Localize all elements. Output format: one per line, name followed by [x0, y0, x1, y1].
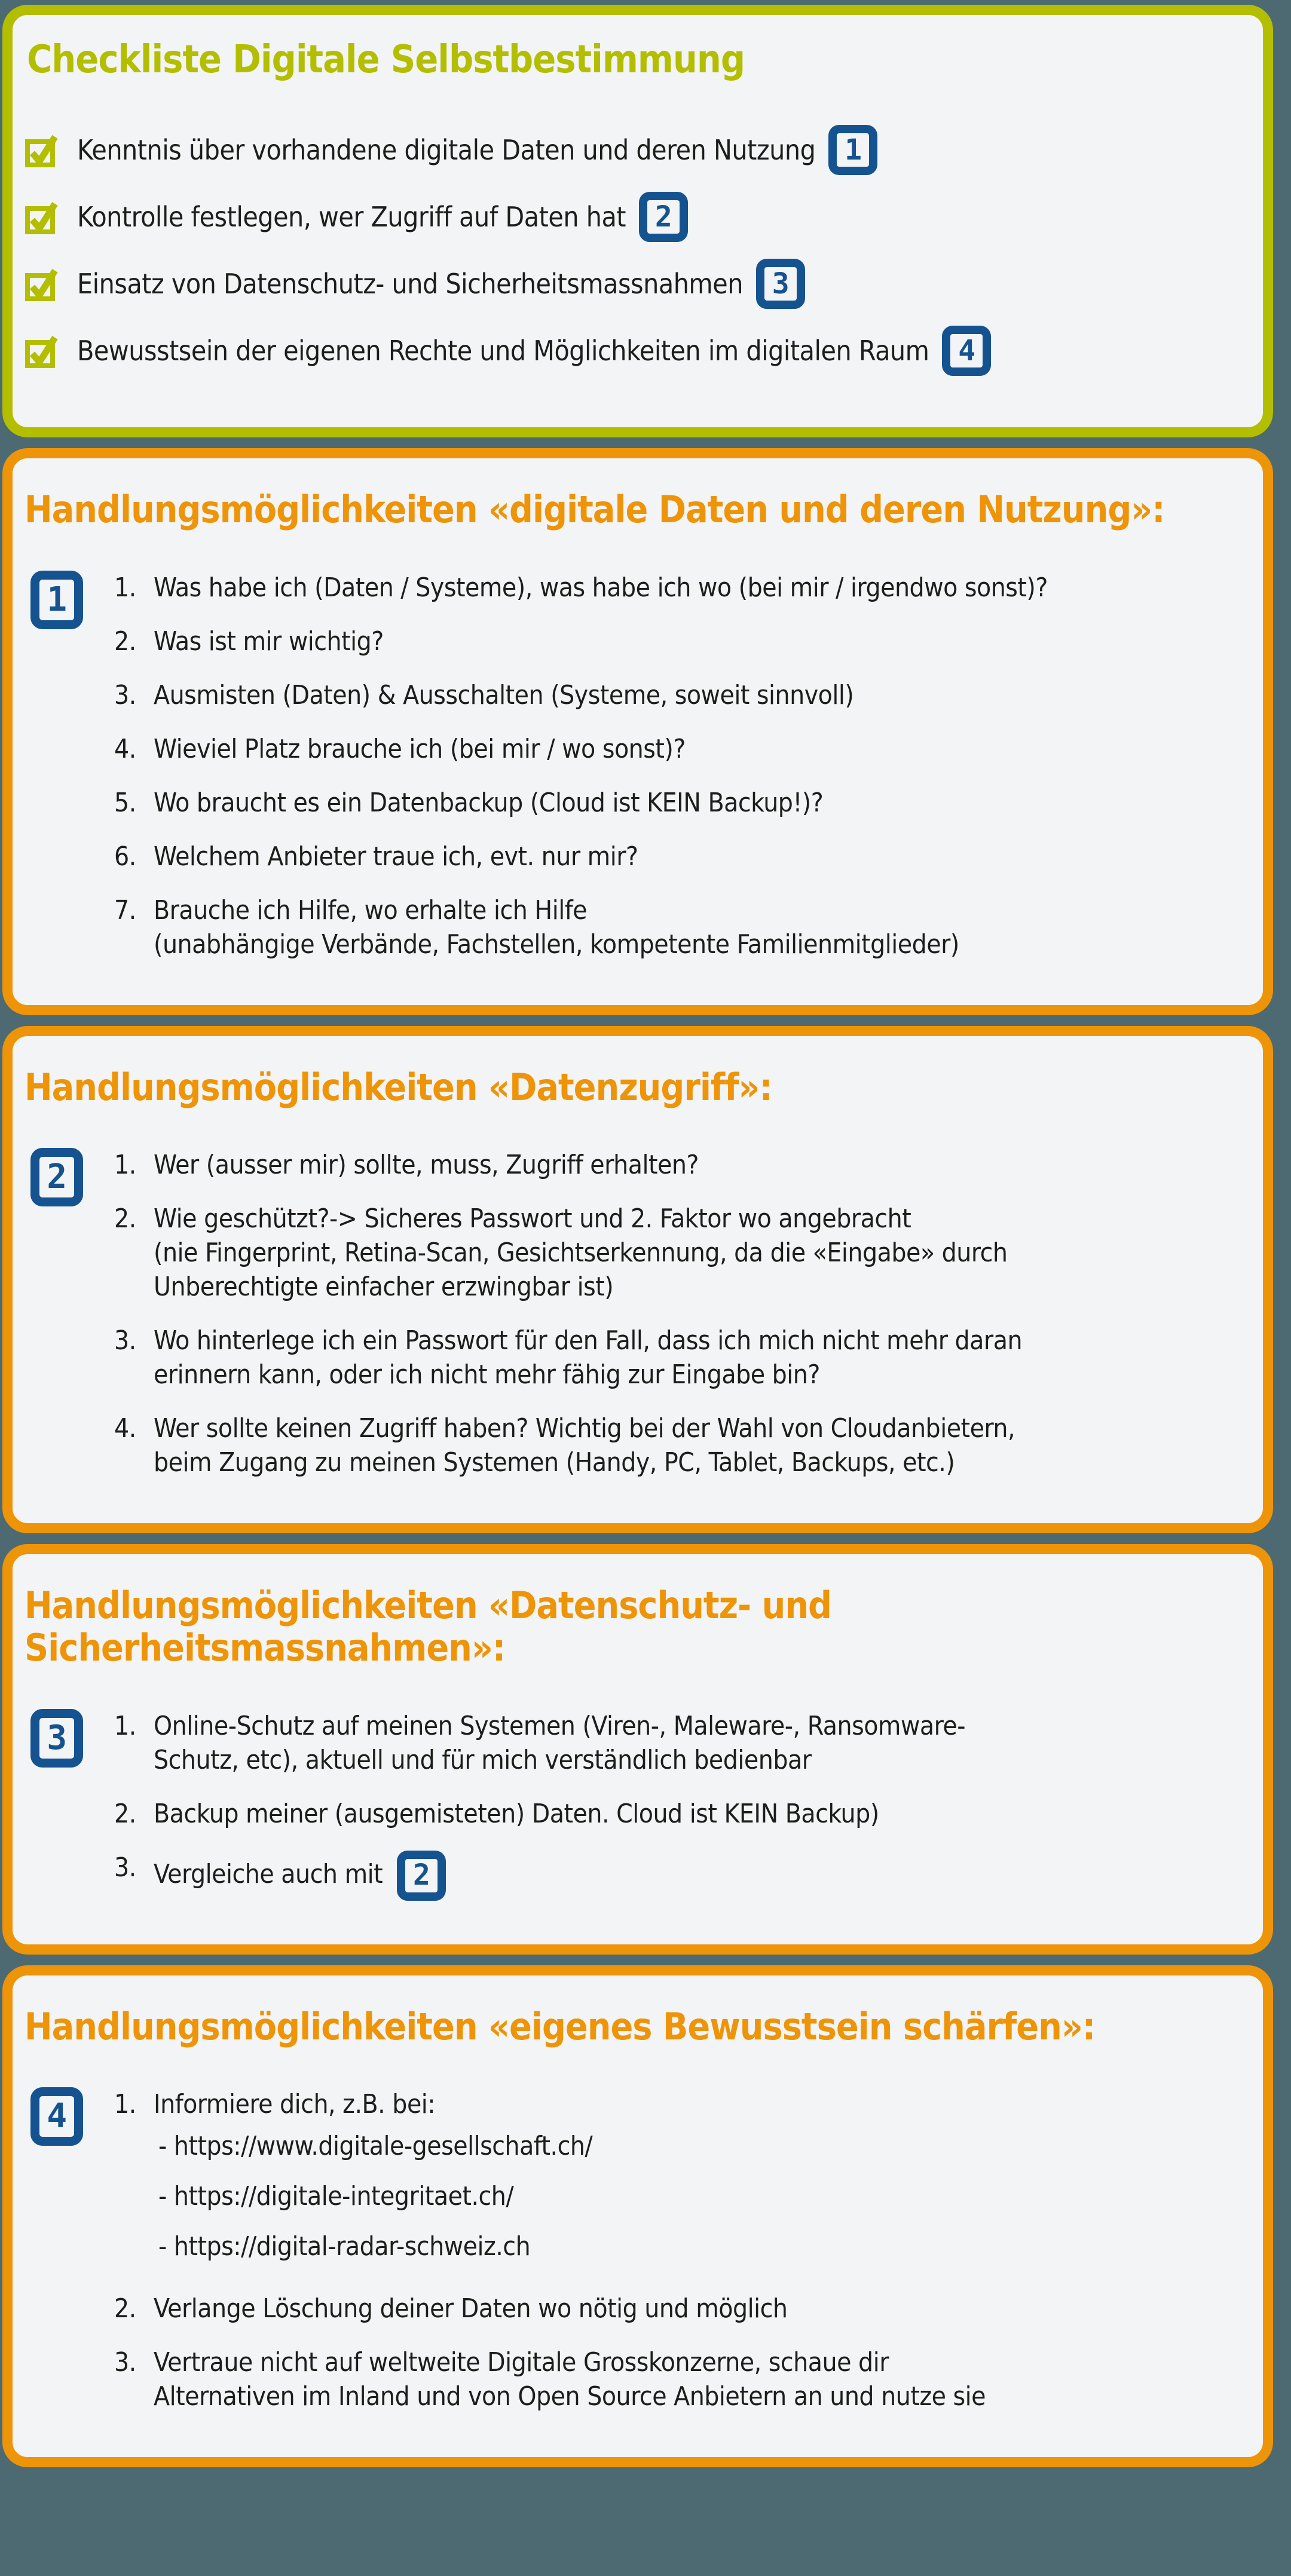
section-body	[25, 1709, 1245, 1920]
section-card	[2, 1965, 1273, 2467]
numbered-item	[114, 786, 1245, 820]
numbered-item	[114, 678, 1245, 712]
numbered-item	[114, 2087, 1245, 2272]
item-line: (nie Fingerprint, Retina-Scan, Gesichtserkennung, da die «Eingabe» durch	[154, 1237, 1008, 1268]
numbered-item	[114, 1411, 1245, 1480]
item-lines	[154, 624, 1245, 658]
item-number: 3.	[114, 2347, 136, 2378]
numbered-item	[114, 1709, 1245, 1777]
numbered-item	[114, 893, 1245, 961]
item-line: Schutz, etc), aktuell und für mich verständlich bedienbar	[154, 1744, 812, 1775]
item-line: Unberechtigte einfacher erzwingbar ist)	[154, 1271, 614, 1302]
section-card	[2, 448, 1273, 1015]
item-line: Vergleiche auch mit 2	[154, 1851, 1245, 1901]
item-number: 1.	[114, 2088, 136, 2119]
item-number: 2.	[114, 1203, 136, 1234]
number-badge: 4	[30, 2087, 83, 2146]
item-line: Backup meiner (ausgemisteten) Daten. Cloud ist KEIN Backup)	[154, 1798, 879, 1829]
item-line: Ausmisten (Daten) & Ausschalten (Systeme, soweit sinnvoll)	[154, 679, 854, 710]
checklist-item-label: Bewusstsein der eigenen Rechte und Möglichkeiten im digitalen Raum	[77, 334, 929, 367]
numbered-item	[114, 1148, 1245, 1182]
item-line: Was habe ich (Daten / Systeme), was habe ich wo (bei mir / irgendwo sonst)?	[154, 572, 1048, 603]
checklist-item	[25, 326, 1241, 376]
item-number: 1.	[114, 572, 136, 603]
item-line: erinnern kann, oder ich nicht mehr fähig zur Eingabe bin?	[154, 1359, 820, 1390]
item-lines	[154, 2292, 1245, 2326]
item-number: 5.	[114, 787, 136, 818]
numbered-item	[114, 1324, 1245, 1392]
section-heading: Handlungsmöglichkeiten «Datenschutz- und Sicherheitsmassnahmen»:	[25, 1583, 831, 1670]
checklist-item-label: Einsatz von Datenschutz- und Sicherheitsmassnahmen	[77, 267, 743, 300]
item-line: Was ist mir wichtig?	[154, 626, 384, 657]
item-line: Verlange Löschung deiner Daten wo nötig und möglich	[154, 2293, 788, 2324]
numbered-item	[114, 571, 1245, 605]
checklist-item	[25, 192, 1241, 242]
item-number: 4.	[114, 733, 136, 764]
item-lines	[154, 1148, 1245, 1182]
item-lines	[154, 571, 1245, 605]
number-badge: 3	[756, 259, 805, 309]
item-lines	[154, 732, 1245, 766]
item-number: 2.	[114, 1798, 136, 1829]
section-heading: Handlungsmöglichkeiten «eigenes Bewusstsein schärfen»:	[25, 2004, 1096, 2048]
checkbox-checked-icon	[25, 200, 58, 234]
item-lines	[154, 2087, 1245, 2272]
item-number: 1.	[114, 1149, 136, 1180]
url-line: - https://digital-radar-schweiz.ch	[158, 2231, 531, 2262]
checklist-title: Checkliste Digitale Selbstbestimmung	[27, 38, 745, 82]
checklist-items	[25, 125, 1241, 376]
item-line: Vertraue nicht auf weltweite Digitale Grosskonzerne, schaue dir	[154, 2347, 889, 2378]
item-line: Welchem Anbieter traue ich, evt. nur mir?	[154, 841, 638, 872]
checklist-item	[25, 259, 1241, 309]
item-number: 2.	[114, 626, 136, 657]
item-lines	[154, 893, 1245, 961]
item-line: Wie geschützt?-> Sicheres Passwort und 2. Faktor wo angebracht	[154, 1203, 911, 1234]
checklist-item-label: Kenntnis über vorhandene digitale Daten und deren Nutzung	[77, 133, 816, 166]
item-lines	[154, 678, 1245, 712]
item-line: Brauche ich Hilfe, wo erhalte ich Hilfe	[154, 895, 587, 926]
url-line: - https://digitale-integritaet.ch/	[158, 2180, 514, 2211]
section-heading: Handlungsmöglichkeiten «Datenzugriff»:	[25, 1065, 772, 1109]
numbered-item	[114, 2292, 1245, 2326]
item-lines	[154, 1797, 1245, 1831]
section-body	[25, 2087, 1245, 2433]
checklist-item	[25, 125, 1241, 175]
section-items	[114, 2087, 1245, 2433]
item-number: 3.	[114, 1852, 136, 1883]
number-badge: 1	[828, 125, 877, 175]
url-line: - https://www.digitale-gesellschaft.ch/	[158, 2130, 593, 2161]
section-card	[2, 1026, 1273, 1533]
item-number: 2.	[114, 2293, 136, 2324]
item-line: Wo hinterlege ich ein Passwort für den Fall, dass ich mich nicht mehr daran	[154, 1325, 1023, 1356]
checkbox-checked-icon	[25, 333, 58, 368]
item-lines	[154, 1324, 1245, 1392]
item-lines	[154, 1709, 1245, 1777]
number-badge: 2	[30, 1148, 83, 1206]
number-badge: 2	[397, 1851, 446, 1901]
number-badge: 3	[30, 1709, 83, 1768]
item-line: Online-Schutz auf meinen Systemen (Viren-, Maleware-, Ransomware-	[154, 1710, 966, 1741]
item-lines	[154, 1202, 1245, 1304]
item-line: Alternativen im Inland und von Open Source Anbietern an und nutze sie	[154, 2381, 986, 2412]
item-line: (unabhängige Verbände, Fachstellen, kompetente Familienmitglieder)	[154, 929, 959, 960]
section-body	[25, 1148, 1245, 1499]
badge-column	[25, 571, 114, 629]
item-number: 3.	[114, 1325, 136, 1356]
numbered-item	[114, 1202, 1245, 1304]
badge-column	[25, 1148, 114, 1206]
section-items	[114, 1148, 1245, 1499]
numbered-item	[114, 840, 1245, 874]
section-body	[25, 571, 1245, 981]
item-lines	[154, 1411, 1245, 1480]
item-line: Wo braucht es ein Datenbackup (Cloud ist KEIN Backup!)?	[154, 787, 824, 818]
item-lines	[154, 786, 1245, 820]
section-heading: Handlungsmöglichkeiten «digitale Daten und deren Nutzung»:	[25, 488, 1165, 532]
numbered-item	[114, 1797, 1245, 1831]
number-badge: 1	[30, 571, 83, 629]
checkbox-checked-icon	[25, 267, 58, 301]
section-items	[114, 571, 1245, 981]
numbered-item	[114, 624, 1245, 658]
checklist-card	[2, 5, 1273, 437]
badge-column	[25, 1709, 114, 1768]
item-line: beim Zugang zu meinen Systemen (Handy, PC, Tablet, Backups, etc.)	[154, 1447, 955, 1478]
section-items	[114, 1709, 1245, 1920]
item-line: Informiere dich, z.B. bei:	[154, 2088, 436, 2119]
checkbox-checked-icon	[25, 133, 58, 167]
numbered-item	[114, 2345, 1245, 2413]
item-line: Wer (ausser mir) sollte, muss, Zugriff erhalten?	[154, 1149, 699, 1180]
item-lines	[154, 840, 1245, 874]
item-number: 7.	[114, 895, 136, 926]
item-lines	[154, 1851, 1245, 1901]
item-number: 1.	[114, 1710, 136, 1741]
item-number: 3.	[114, 679, 136, 710]
item-number: 6.	[114, 841, 136, 872]
numbered-item	[114, 1851, 1245, 1901]
item-number: 4.	[114, 1413, 136, 1444]
item-line: Wieviel Platz brauche ich (bei mir / wo sonst)?	[154, 733, 686, 764]
number-badge: 2	[639, 192, 688, 242]
checklist-item-label: Kontrolle festlegen, wer Zugriff auf Daten hat	[77, 200, 626, 233]
item-lines	[154, 2345, 1245, 2413]
numbered-item	[114, 732, 1245, 766]
section-cards	[2, 448, 1273, 2467]
section-card	[2, 1544, 1273, 1955]
number-badge: 4	[942, 326, 991, 376]
item-line: Wer sollte keinen Zugriff haben? Wichtig bei der Wahl von Cloudanbietern,	[154, 1413, 1015, 1444]
badge-column	[25, 2087, 114, 2146]
